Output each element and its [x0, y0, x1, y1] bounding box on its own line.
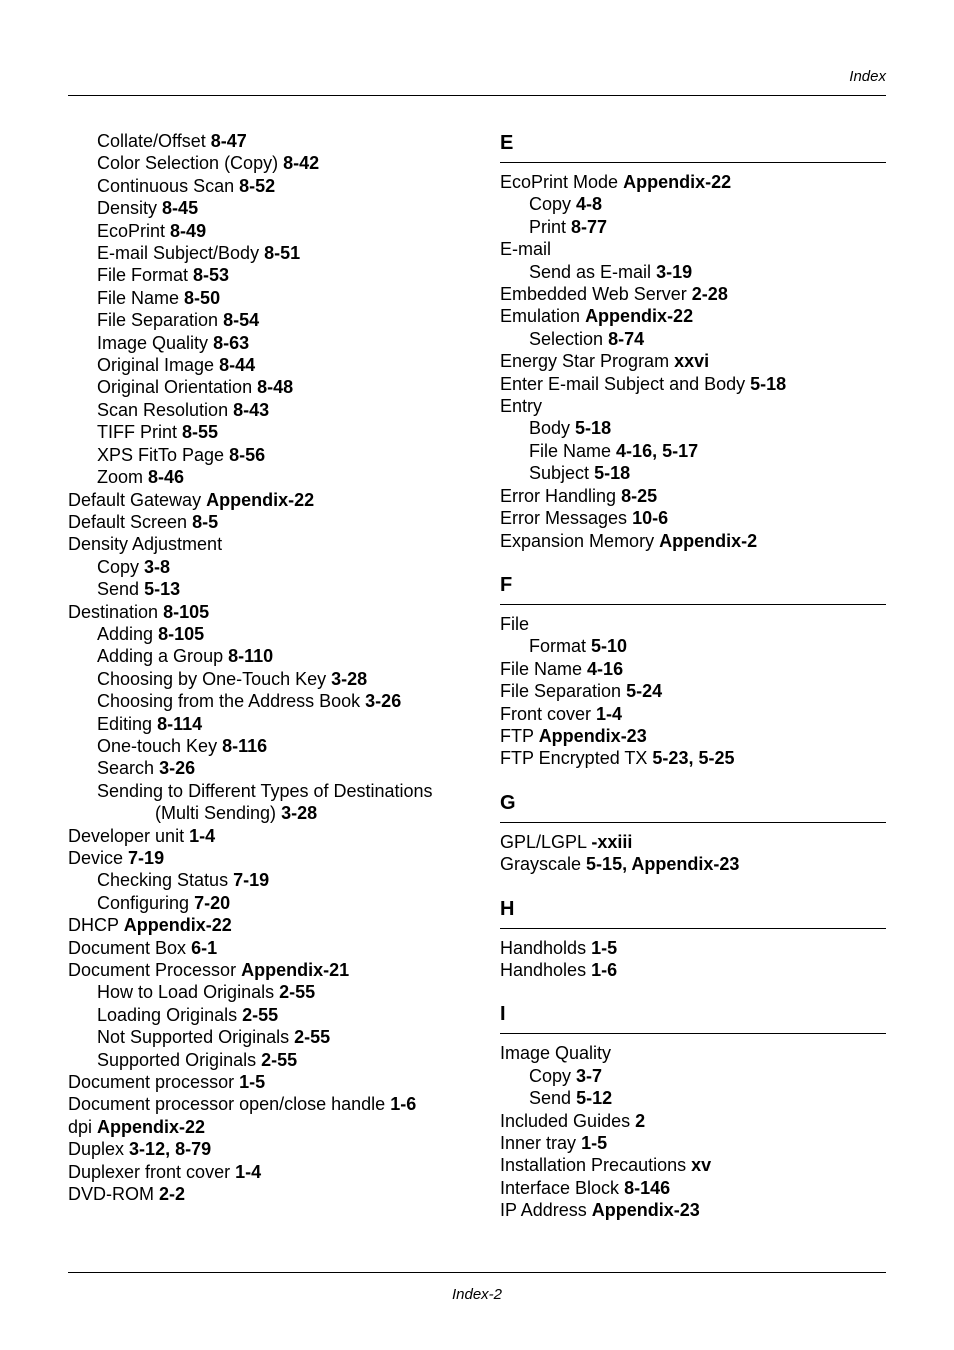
index-page-ref: 8-46 [148, 467, 185, 488]
index-term: Collate/Offset [97, 131, 206, 151]
index-entry [500, 853, 886, 875]
index-page-ref: 8-105 [163, 601, 210, 622]
index-page-ref: 8-63 [213, 332, 250, 353]
letter-section [500, 896, 886, 982]
index-entry [500, 395, 886, 417]
index-page-ref: 1-4 [596, 703, 623, 724]
index-term: Configuring [97, 892, 190, 913]
index-term: FTP Encrypted TX [500, 748, 648, 769]
index-entry [68, 309, 468, 331]
index-entry [500, 171, 886, 193]
index-page-ref: 5-24 [626, 681, 663, 702]
index-term: DVD-ROM [68, 1184, 154, 1205]
index-page-ref: 7-19 [128, 848, 165, 868]
index-term: Original Orientation [97, 377, 253, 398]
index-term: EcoPrint [97, 220, 166, 241]
index-entry [500, 462, 886, 484]
index-page-ref: 3-8 [144, 556, 171, 577]
index-entry [68, 645, 468, 667]
index-entry [68, 847, 468, 869]
index-entry [500, 530, 886, 552]
index-entry [500, 831, 886, 853]
index-entry [68, 825, 468, 847]
index-term: dpi [68, 1116, 93, 1137]
index-entry [500, 373, 886, 395]
index-entry [68, 511, 468, 533]
running-header: Index [849, 68, 886, 85]
index-term: Supported Originals [97, 1049, 257, 1070]
index-entry [500, 328, 886, 350]
index-entry [500, 680, 886, 702]
index-term: Image Quality [500, 1043, 612, 1064]
index-entry [68, 354, 468, 376]
index-term: GPL/LGPL [500, 831, 587, 852]
index-page-ref: 7-19 [233, 870, 270, 891]
index-entry [500, 1154, 886, 1176]
index-entry [500, 725, 886, 747]
index-entry [68, 197, 468, 219]
index-page-ref: Appendix-22 [623, 172, 732, 192]
index-term: Search [97, 758, 155, 779]
index-entry [68, 937, 468, 959]
index-entry [68, 578, 468, 600]
index-term: Copy [529, 194, 572, 215]
index-entry [68, 623, 468, 645]
index-term: How to Load Originals [97, 982, 275, 1003]
index-term: One-touch Key [97, 735, 218, 756]
index-term: Density [97, 198, 158, 219]
index-entry [500, 507, 886, 529]
index-term: Image Quality [97, 332, 209, 353]
index-page-ref: 7-20 [194, 892, 231, 913]
index-page-ref: Appendix-22 [585, 306, 694, 327]
letter-heading: E [500, 130, 886, 163]
index-page-ref: xv [691, 1155, 712, 1176]
index-page-ref: 8-48 [257, 377, 294, 398]
index-entry [68, 533, 468, 555]
index-page-ref: Appendix-22 [206, 489, 315, 510]
index-page-ref: 1-5 [591, 937, 618, 958]
index-term: Enter E-mail Subject and Body [500, 373, 746, 394]
index-term: File Name [97, 287, 180, 308]
index-page-ref: 1-6 [390, 1094, 417, 1115]
index-entry [68, 1138, 468, 1160]
index-term: Handholes [500, 959, 587, 980]
index-entry [68, 444, 468, 466]
index-term: Document Box [68, 937, 187, 958]
index-page-ref: 3-26 [365, 691, 402, 712]
index-entry [68, 1004, 468, 1026]
letter-heading: F [500, 572, 886, 605]
index-entry [68, 914, 468, 936]
index-page-ref: 8-43 [233, 399, 270, 420]
index-page-ref: 5-23, 5-25 [652, 748, 735, 769]
index-term: File Separation [500, 681, 622, 702]
index-entry [68, 175, 468, 197]
index-page-ref: 4-16, 5-17 [616, 440, 699, 461]
index-entry [500, 261, 886, 283]
index-term: Front cover [500, 703, 592, 724]
index-page-ref: 8-53 [193, 265, 230, 286]
index-term: Interface Block [500, 1177, 620, 1198]
index-term: Error Handling [500, 485, 617, 506]
index-entry [500, 417, 886, 439]
index-entry [68, 780, 468, 802]
index-term: E-mail [500, 239, 552, 260]
index-page-ref: 2-55 [294, 1027, 331, 1048]
index-term: FTP [500, 725, 534, 746]
index-term: Included Guides [500, 1110, 631, 1131]
index-entry [68, 466, 468, 488]
index-term: Checking Status [97, 870, 229, 891]
index-term: File Separation [97, 310, 219, 331]
index-entry [68, 242, 468, 264]
index-page-ref: 3-28 [281, 803, 318, 824]
index-entry [500, 959, 886, 981]
index-entry [68, 802, 468, 824]
index-page-ref: 8-44 [219, 355, 256, 376]
letter-section [500, 572, 886, 770]
index-entry [68, 264, 468, 286]
index-entry [68, 1116, 468, 1138]
index-entry [68, 556, 468, 578]
letter-section [500, 790, 886, 876]
index-term: Editing [97, 713, 153, 734]
index-page-ref: 8-52 [239, 175, 276, 196]
index-term: Subject [529, 463, 590, 484]
index-page-ref: 8-110 [228, 646, 274, 667]
index-term: Energy Star Program [500, 351, 670, 372]
index-term: Density Adjustment [68, 534, 223, 555]
header-rule [68, 95, 886, 96]
index-term: TIFF Print [97, 422, 177, 443]
index-entry [500, 1132, 886, 1154]
index-page-ref: 3-12, 8-79 [129, 1139, 212, 1160]
index-page-ref: 10-6 [632, 508, 669, 529]
index-entry [500, 613, 886, 635]
index-term: Developer unit [68, 825, 185, 846]
index-term: XPS FitTo Page [97, 444, 225, 465]
index-entry [68, 690, 468, 712]
index-term: Send as E-mail [529, 261, 652, 282]
index-term: (Multi Sending) [155, 803, 277, 824]
index-entry [68, 735, 468, 757]
index-page-ref: 8-77 [571, 216, 608, 237]
index-term: Emulation [500, 306, 581, 327]
index-entry [68, 892, 468, 914]
index-entry [500, 1087, 886, 1109]
index-entry [68, 713, 468, 735]
index-entry [68, 601, 468, 623]
index-entry [68, 130, 468, 152]
index-page-ref: 2-55 [279, 982, 316, 1003]
index-entry [500, 305, 886, 327]
index-entry [500, 193, 886, 215]
index-entry [500, 658, 886, 680]
index-entry [500, 937, 886, 959]
index-entry [500, 440, 886, 462]
index-entry [68, 981, 468, 1003]
index-page-ref: Appendix-2 [659, 530, 758, 551]
index-page-ref: 3-28 [331, 668, 368, 689]
index-term: File Name [500, 658, 583, 679]
index-term: File Format [97, 265, 189, 286]
letter-heading: I [500, 1001, 886, 1034]
index-column-left [68, 130, 468, 1206]
index-page-ref: 1-4 [189, 825, 216, 846]
index-entry [500, 350, 886, 372]
index-term: DHCP [68, 915, 119, 936]
index-page-ref: 3-26 [159, 758, 196, 779]
index-term: Document processor [68, 1072, 235, 1093]
index-page-ref: 3-7 [576, 1065, 603, 1086]
index-entry [68, 1183, 468, 1205]
index-entry [68, 757, 468, 779]
index-term: Error Messages [500, 508, 628, 529]
index-term: Duplexer front cover [68, 1161, 231, 1182]
index-term: Send [97, 579, 140, 600]
index-term: EcoPrint Mode [500, 172, 619, 192]
index-entry [500, 283, 886, 305]
index-entry [68, 668, 468, 690]
index-term: Adding a Group [97, 646, 224, 667]
index-term: Loading Originals [97, 1004, 238, 1025]
index-page-ref: 5-18 [594, 463, 631, 484]
index-column-right [500, 130, 886, 1242]
index-term: Sending to Different Types of Destinations [97, 780, 433, 801]
index-page-ref: 8-55 [182, 422, 219, 443]
index-term: Grayscale [500, 854, 582, 875]
index-entry [68, 1093, 468, 1115]
index-page-ref: 8-42 [283, 153, 320, 174]
index-entry [500, 703, 886, 725]
index-term: Send [529, 1088, 572, 1109]
letter-heading: G [500, 790, 886, 823]
index-entry [500, 1042, 886, 1064]
index-page-ref: 8-51 [264, 243, 301, 264]
index-page-ref: 5-15, Appendix-23 [586, 854, 740, 875]
index-page-ref: Appendix-23 [591, 1200, 700, 1221]
index-page-ref: 4-8 [576, 194, 603, 215]
index-page-ref: 5-18 [750, 373, 787, 394]
index-page-ref: Appendix-21 [241, 960, 350, 981]
index-entry [68, 1161, 468, 1183]
index-page-ref: 8-5 [192, 511, 219, 532]
index-entry [68, 1071, 468, 1093]
index-entry [500, 1177, 886, 1199]
index-entry [500, 747, 886, 769]
index-page-ref: 2-2 [159, 1184, 186, 1205]
index-page-ref: 5-13 [144, 579, 181, 600]
index-term: Default Gateway [68, 489, 202, 510]
index-term: Choosing by One-Touch Key [97, 668, 327, 689]
index-term: Handholds [500, 937, 587, 958]
index-term: IP Address [500, 1200, 587, 1221]
index-page-ref: 8-56 [229, 444, 266, 465]
index-term: E-mail Subject/Body [97, 243, 260, 264]
index-page-ref: 2-28 [691, 284, 728, 305]
index-term: Installation Precautions [500, 1155, 687, 1176]
index-page-ref: 4-16 [587, 658, 624, 679]
index-term: Selection [529, 328, 604, 349]
index-page-ref: 8-105 [158, 623, 205, 644]
index-page-ref: 8-47 [210, 131, 247, 151]
index-entry [500, 1065, 886, 1087]
index-page-ref: 8-49 [170, 220, 207, 241]
index-term: Adding [97, 623, 154, 644]
index-term: Not Supported Originals [97, 1027, 290, 1048]
index-page-ref: 8-116 [222, 735, 268, 756]
letter-section [500, 130, 886, 552]
index-entry [68, 399, 468, 421]
letter-heading: H [500, 896, 886, 929]
index-term: Destination [68, 601, 159, 622]
index-term: Color Selection (Copy) [97, 153, 279, 174]
index-page-ref: 8-25 [621, 485, 658, 506]
index-entry [68, 1026, 468, 1048]
index-term: Default Screen [68, 511, 188, 532]
letter-section [500, 1001, 886, 1221]
index-page-ref: 2-55 [242, 1004, 279, 1025]
index-term: Device [68, 848, 124, 868]
index-entry [68, 421, 468, 443]
index-page-ref: Appendix-23 [538, 725, 647, 746]
index-entry [500, 1110, 886, 1132]
index-term: Print [529, 216, 567, 237]
index-page-ref: 5-18 [575, 418, 612, 439]
index-page-ref: 8-146 [624, 1177, 671, 1198]
index-page-ref: 1-5 [581, 1133, 608, 1153]
index-entry [68, 376, 468, 398]
index-term: Embedded Web Server [500, 284, 687, 305]
index-page-ref: 8-54 [223, 310, 260, 331]
index-page-ref: 1-4 [235, 1161, 262, 1182]
index-term: Continuous Scan [97, 175, 235, 196]
index-term: Entry [500, 396, 543, 417]
index-page-ref: 8-45 [162, 198, 199, 219]
index-entry [500, 1199, 886, 1221]
index-term: Original Image [97, 355, 215, 376]
index-term: Copy [97, 556, 140, 577]
index-page-ref: 6-1 [191, 937, 218, 958]
index-entry [68, 959, 468, 981]
index-entry [68, 869, 468, 891]
index-page-ref: 5-10 [591, 636, 628, 657]
index-term: Choosing from the Address Book [97, 691, 361, 712]
index-entry [68, 220, 468, 242]
index-entry [68, 489, 468, 511]
index-term: File Name [529, 440, 612, 461]
index-term: Duplex [68, 1139, 125, 1160]
index-page-ref: 2 [635, 1110, 646, 1131]
index-page-ref: 8-50 [184, 287, 221, 308]
index-page-ref: xxvi [674, 351, 710, 372]
index-term: Scan Resolution [97, 399, 229, 420]
index-page-ref: 8-74 [608, 328, 645, 349]
index-term: Zoom [97, 467, 144, 488]
index-entry [68, 1049, 468, 1071]
index-entry [500, 635, 886, 657]
index-term: Expansion Memory [500, 530, 655, 551]
index-entry [500, 238, 886, 260]
index-entry [68, 332, 468, 354]
index-page-ref: -xxiii [591, 831, 633, 852]
index-page-ref: 1-5 [239, 1072, 266, 1093]
footer-rule [68, 1272, 886, 1273]
index-term: Document Processor [68, 960, 237, 981]
index-page-ref: 3-19 [656, 261, 693, 282]
index-term: Copy [529, 1065, 572, 1086]
index-term: Document processor open/close handle [68, 1094, 386, 1115]
index-entry [500, 485, 886, 507]
index-page-ref: 8-114 [157, 713, 203, 734]
index-page-ref: 2-55 [261, 1049, 298, 1070]
page-number: Index-2 [451, 1286, 503, 1303]
index-term: Format [529, 636, 587, 657]
index-entry [68, 287, 468, 309]
index-term: Inner tray [500, 1133, 577, 1153]
index-term: Body [529, 418, 571, 439]
index-entry [500, 216, 886, 238]
index-term: File [500, 613, 530, 634]
index-page-ref: Appendix-22 [97, 1116, 206, 1137]
index-page-ref: 5-12 [576, 1088, 613, 1109]
index-page-ref: Appendix-22 [123, 915, 232, 936]
index-entry [68, 152, 468, 174]
index-page-ref: 1-6 [591, 959, 618, 980]
